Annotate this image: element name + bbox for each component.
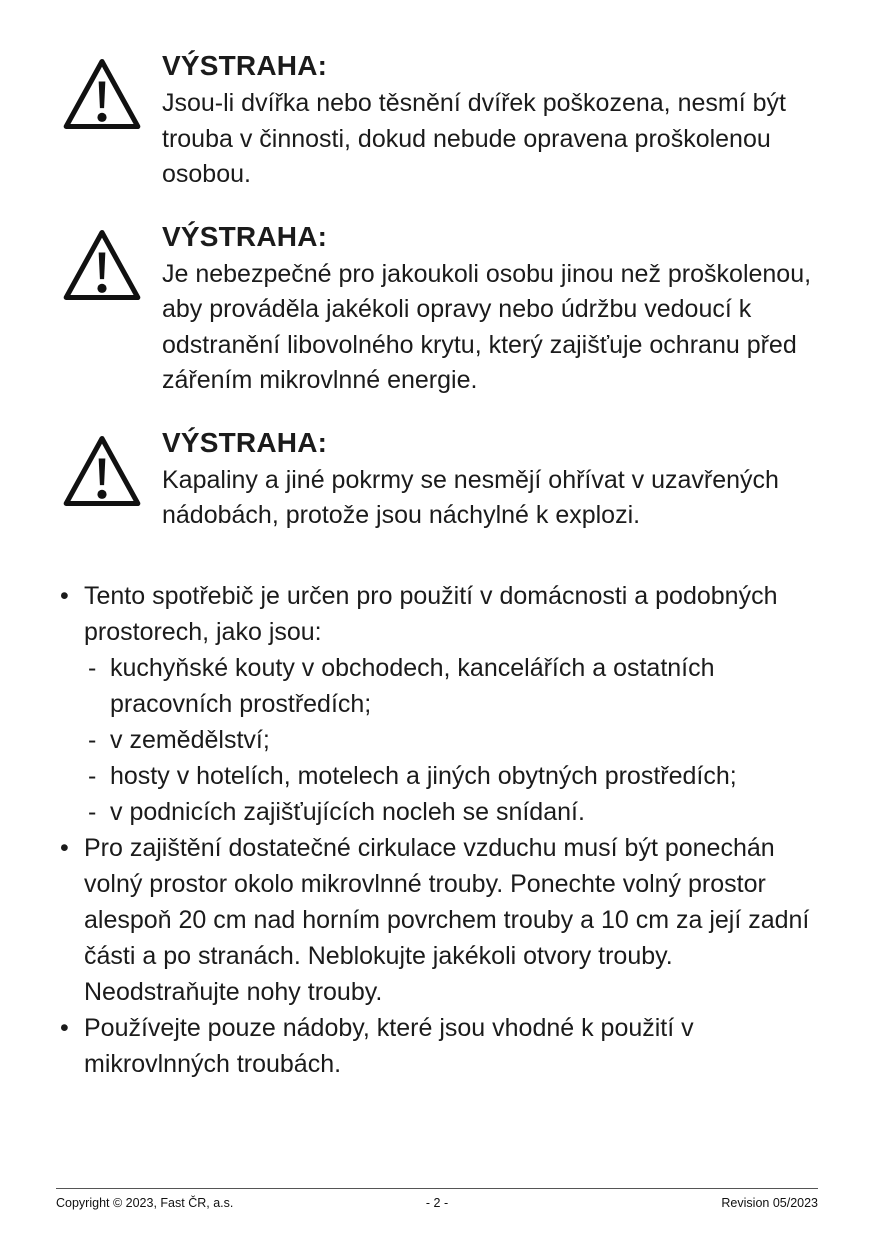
warning-block-3: [60, 427, 818, 534]
footer-page-number: - 2 -: [425, 1196, 449, 1210]
sub-list-item-text: hosty v hotelích, motelech a jiných obytných prostředích;: [110, 761, 737, 790]
warning-title: VÝSTRAHA:: [162, 426, 328, 458]
warning-text: Kapaliny a jiné pokrmy se nesmějí ohřívat v uzavřených nádobách, protože jsou náchylné k explozi.: [162, 465, 779, 529]
warning-body: [146, 50, 818, 193]
footer-revision: Revision 05/2023: [721, 1196, 819, 1210]
list-item-text: Tento spotřebič je určen pro použití v domácnosti a podobných prostorech, jako jsou:: [84, 581, 778, 646]
sub-list: [84, 650, 818, 830]
dash-marker: -: [88, 761, 97, 790]
warning-triangle-icon: [62, 56, 146, 132]
warning-triangle-icon: [62, 227, 146, 303]
warning-triangle-icon: [62, 433, 146, 509]
list-item: [60, 578, 818, 830]
footer-copyright: Copyright © 2023, Fast ČR, a.s.: [56, 1196, 234, 1210]
list-item-text: Používejte pouze nádoby, které jsou vhodné k použití v mikrovlnných troubách.: [84, 1013, 694, 1078]
list-item-text: Pro zajištění dostatečné cirkulace vzduchu musí být ponechán volný prostor okolo mikrovlnné trouby. Ponechte volný prostor alespoň 20 cm nad horním povrchem trouby a 10 cm za její zadní části a po stranách. Neblokujte jakékoli otvory trouby. Neodstraňujte nohy trouby.: [84, 833, 810, 1006]
list-item: [60, 1010, 818, 1082]
warning-body: [146, 221, 818, 399]
warning-title: VÝSTRAHA:: [162, 50, 328, 81]
list-item: [60, 830, 818, 1010]
bullet-marker: •: [60, 1013, 69, 1042]
warning-body: [146, 427, 818, 534]
sub-list-item: [88, 758, 818, 794]
warning-text: Je nebezpečné pro jakoukoli osobu jinou než proškolenou, aby prováděla jakékoli opravy nebo údržbu vedoucí k odstranění libovolného krytu, který zajišťuje ochranu před zářením mikrovlnné energie.: [162, 259, 812, 394]
bullet-list: [60, 578, 818, 1082]
warning-block-1: [60, 50, 818, 193]
dash-marker: -: [88, 797, 97, 826]
sub-list-item: [88, 722, 818, 758]
warning-title: VÝSTRAHA:: [162, 220, 328, 252]
list-item-content: [84, 1010, 818, 1082]
bullet-marker: •: [60, 833, 69, 862]
sub-list-item-text: v podnicích zajišťujících nocleh se snídaní.: [110, 797, 585, 826]
sub-list-item-text: kuchyňské kouty v obchodech, kancelářích a ostatních pracovních prostředích;: [110, 653, 715, 718]
page-footer: [56, 1188, 818, 1210]
dash-marker: -: [88, 725, 97, 754]
warning-block-2: [60, 221, 818, 399]
dash-marker: -: [88, 653, 97, 682]
list-item-content: [84, 830, 818, 1010]
sub-list-item-text: v zemědělství;: [110, 725, 270, 754]
bullet-marker: •: [60, 581, 69, 610]
sub-list-item: [88, 650, 818, 722]
sub-list-item: [88, 794, 818, 830]
list-item-content: [84, 578, 818, 830]
warning-text: Jsou-li dvířka nebo těsnění dvířek poškozena, nesmí být trouba v činnosti, dokud nebude opravena proškolenou osobou.: [162, 89, 786, 188]
